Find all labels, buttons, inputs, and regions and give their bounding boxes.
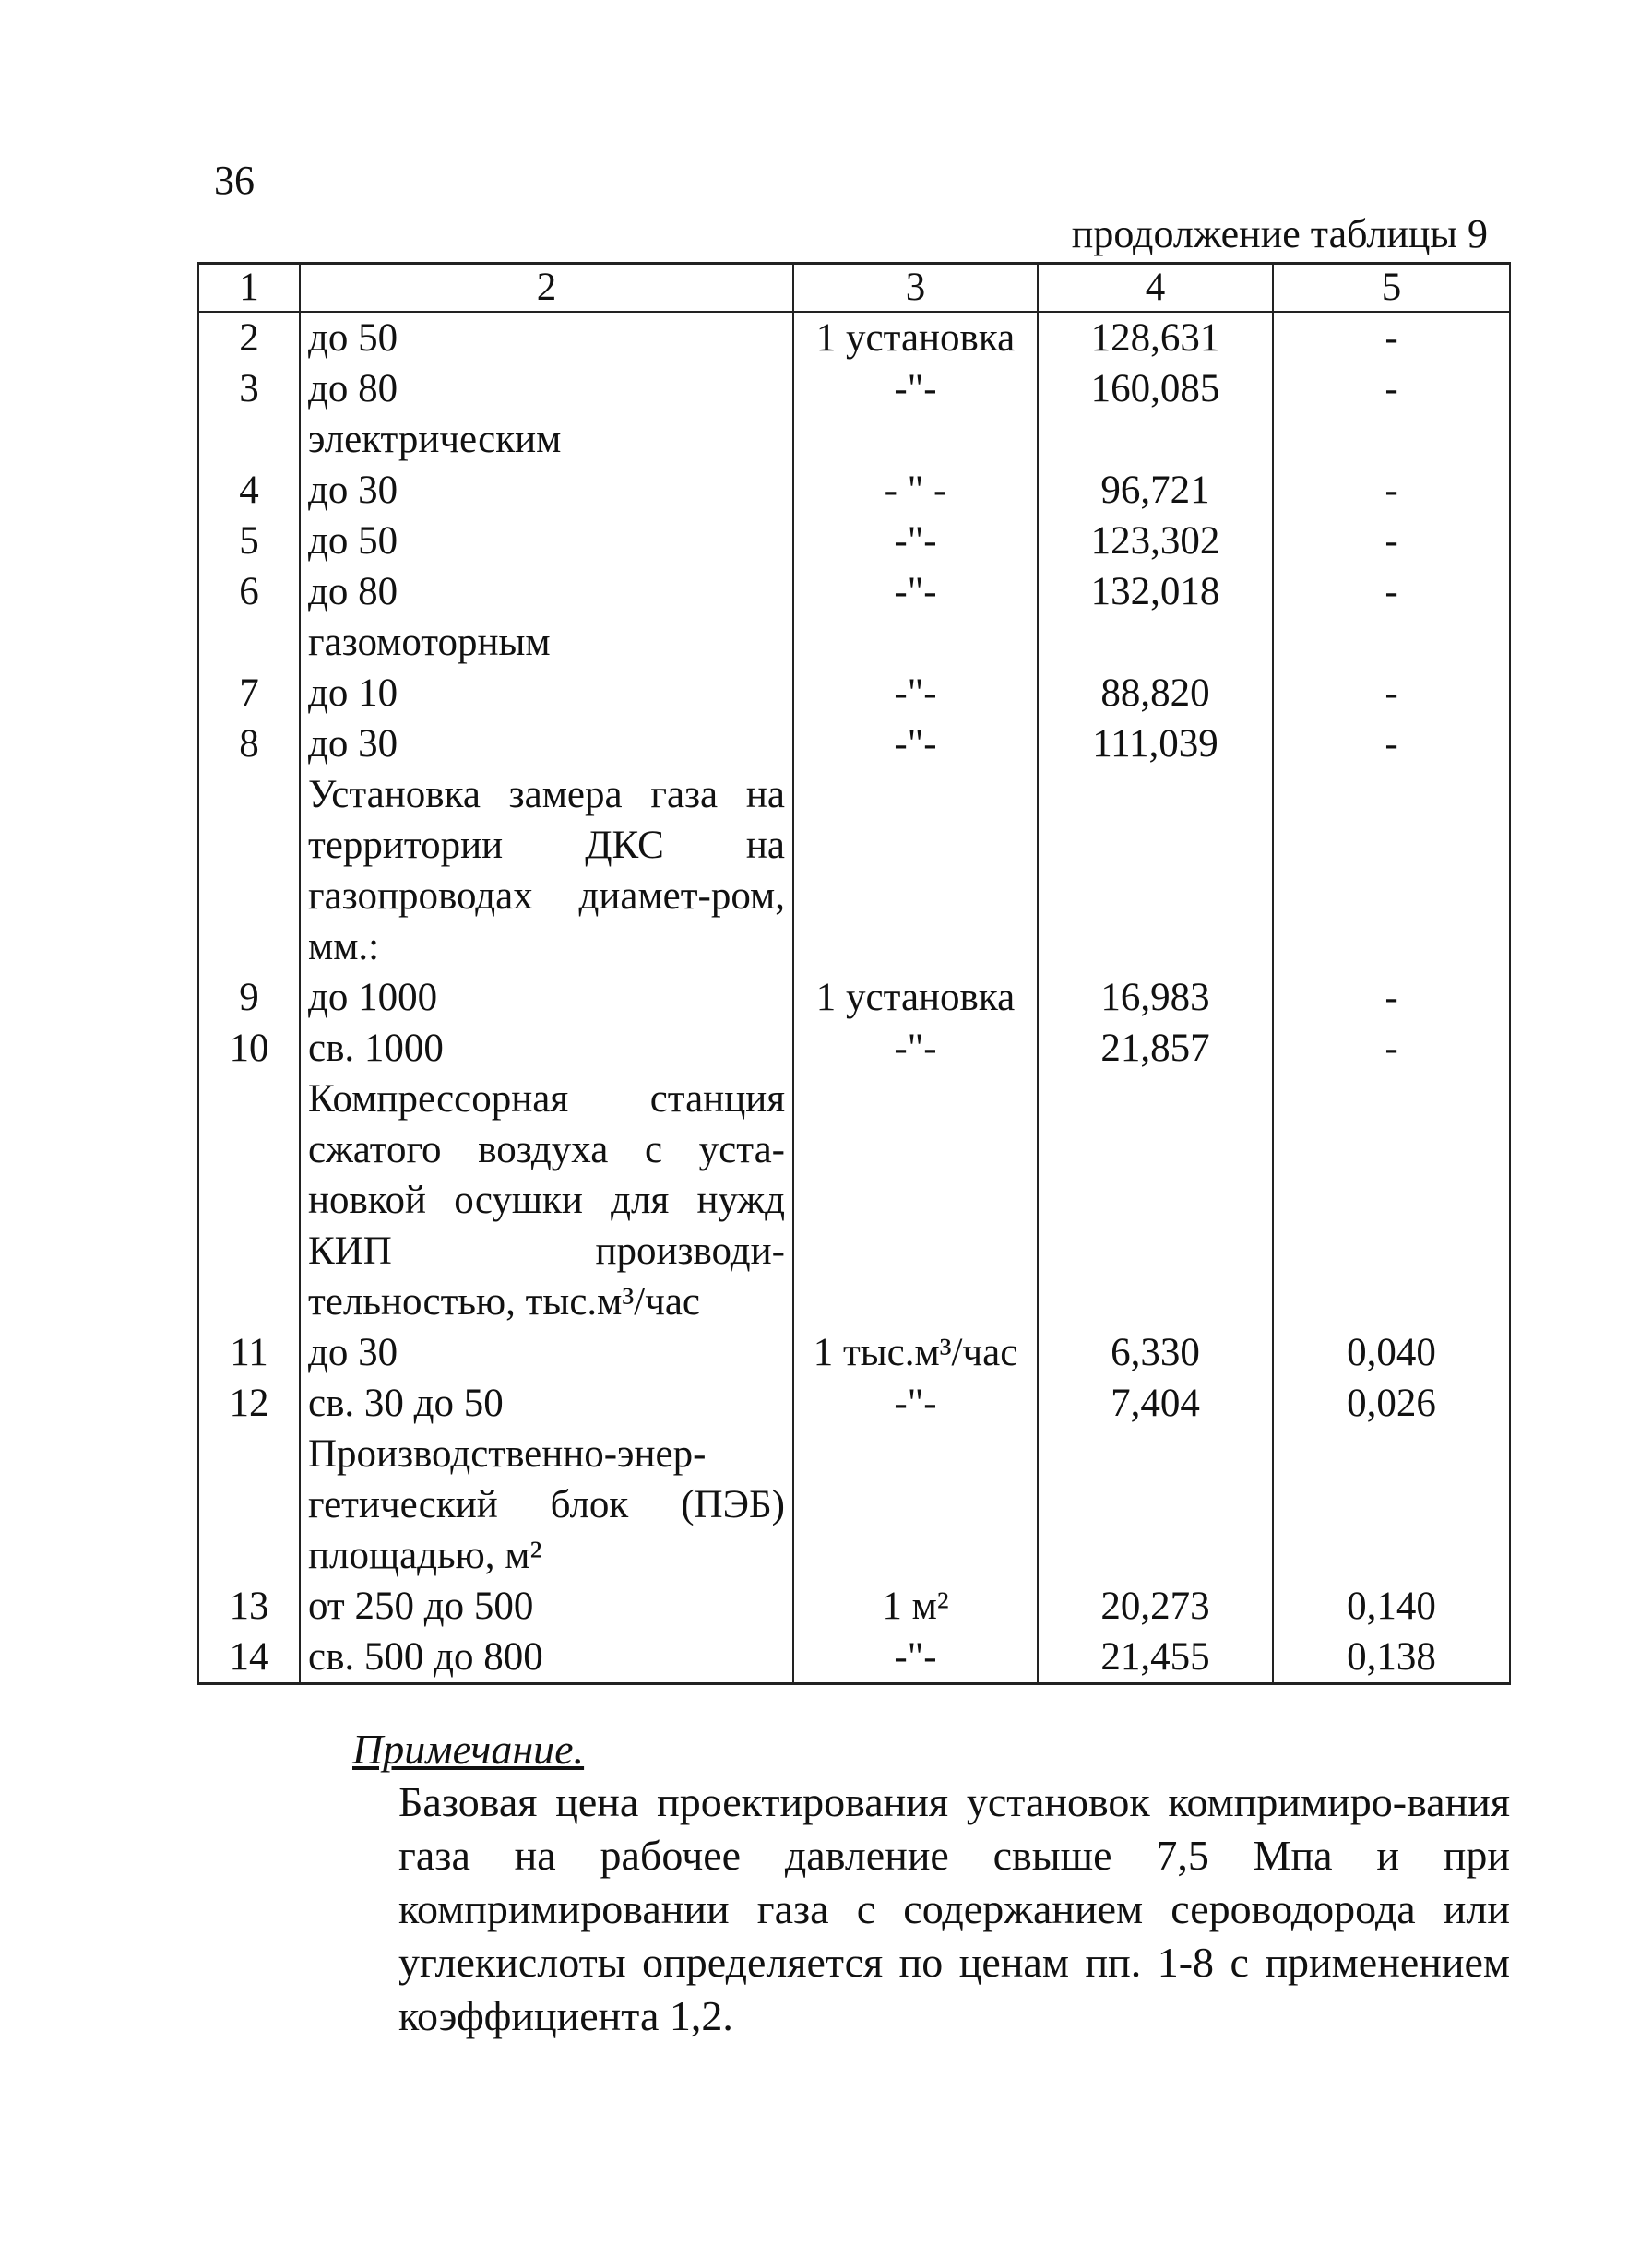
row-number: 6 bbox=[198, 566, 300, 617]
row-extra bbox=[1273, 1429, 1510, 1581]
row-extra bbox=[1273, 1074, 1510, 1327]
row-description: от 250 до 500 bbox=[300, 1581, 793, 1632]
row-price: 20,273 bbox=[1038, 1581, 1273, 1632]
row-unit bbox=[793, 1429, 1038, 1581]
row-unit: 1 установка bbox=[793, 972, 1038, 1023]
row-number: 8 bbox=[198, 718, 300, 769]
row-extra: - bbox=[1273, 566, 1510, 617]
table-row bbox=[198, 1581, 1510, 1632]
row-price: 123,302 bbox=[1038, 516, 1273, 566]
table-row bbox=[198, 718, 1510, 769]
table-row bbox=[198, 1023, 1510, 1074]
row-price: 21,857 bbox=[1038, 1023, 1273, 1074]
table-row bbox=[198, 516, 1510, 566]
row-unit: 1 тыс.м³/час bbox=[793, 1327, 1038, 1378]
row-extra: - bbox=[1273, 516, 1510, 566]
table-row bbox=[198, 414, 1510, 465]
row-price: 96,721 bbox=[1038, 465, 1273, 516]
table-row bbox=[198, 668, 1510, 718]
header-cell: 3 bbox=[793, 264, 1038, 313]
page-number: 36 bbox=[214, 158, 255, 203]
row-price: 132,018 bbox=[1038, 566, 1273, 617]
row-extra: - bbox=[1273, 972, 1510, 1023]
row-number: 5 bbox=[198, 516, 300, 566]
row-extra: - bbox=[1273, 312, 1510, 363]
table-row bbox=[198, 465, 1510, 516]
table-row bbox=[198, 1632, 1510, 1684]
row-extra bbox=[1273, 769, 1510, 972]
row-price bbox=[1038, 1429, 1273, 1581]
row-unit: -"- bbox=[793, 718, 1038, 769]
row-unit: -"- bbox=[793, 668, 1038, 718]
row-number bbox=[198, 769, 300, 972]
row-extra: - bbox=[1273, 363, 1510, 414]
table-row bbox=[198, 1327, 1510, 1378]
row-description: до 80 bbox=[300, 566, 793, 617]
row-number: 4 bbox=[198, 465, 300, 516]
row-unit: - " - bbox=[793, 465, 1038, 516]
row-description: до 50 bbox=[300, 312, 793, 363]
row-number bbox=[198, 1074, 300, 1327]
table-row bbox=[198, 1429, 1510, 1581]
row-description: до 80 bbox=[300, 363, 793, 414]
row-description: газомоторным bbox=[300, 617, 793, 668]
row-extra: - bbox=[1273, 1023, 1510, 1074]
table-row bbox=[198, 617, 1510, 668]
table-caption: продолжение таблицы 9 bbox=[1071, 211, 1488, 256]
row-price bbox=[1038, 414, 1273, 465]
row-description: до 30 bbox=[300, 718, 793, 769]
row-price: 160,085 bbox=[1038, 363, 1273, 414]
row-unit bbox=[793, 769, 1038, 972]
row-unit: -"- bbox=[793, 1023, 1038, 1074]
header-cell: 5 bbox=[1273, 264, 1510, 313]
row-number: 14 bbox=[198, 1632, 300, 1684]
row-description: до 30 bbox=[300, 1327, 793, 1378]
row-unit bbox=[793, 1074, 1038, 1327]
row-unit: -"- bbox=[793, 566, 1038, 617]
row-price: 6,330 bbox=[1038, 1327, 1273, 1378]
row-unit bbox=[793, 617, 1038, 668]
row-extra bbox=[1273, 617, 1510, 668]
row-description: Производственно-энер-гетический блок (ПЭБ) площадью, м² bbox=[300, 1429, 793, 1581]
row-extra: - bbox=[1273, 718, 1510, 769]
row-price: 88,820 bbox=[1038, 668, 1273, 718]
table-header-row bbox=[198, 264, 1510, 313]
row-description: св. 500 до 800 bbox=[300, 1632, 793, 1684]
header-cell: 1 bbox=[198, 264, 300, 313]
row-number: 3 bbox=[198, 363, 300, 414]
row-unit: -"- bbox=[793, 516, 1038, 566]
row-price bbox=[1038, 769, 1273, 972]
table-row bbox=[198, 363, 1510, 414]
row-price bbox=[1038, 1074, 1273, 1327]
row-description: Установка замера газа на территории ДКС на газопроводах диамет-ром, мм.: bbox=[300, 769, 793, 972]
row-description: св. 1000 bbox=[300, 1023, 793, 1074]
row-number: 12 bbox=[198, 1378, 300, 1429]
row-unit: 1 установка bbox=[793, 312, 1038, 363]
table-row bbox=[198, 312, 1510, 363]
row-price: 128,631 bbox=[1038, 312, 1273, 363]
row-extra: 0,040 bbox=[1273, 1327, 1510, 1378]
row-unit: -"- bbox=[793, 363, 1038, 414]
row-extra: 0,026 bbox=[1273, 1378, 1510, 1429]
row-number: 7 bbox=[198, 668, 300, 718]
row-number bbox=[198, 617, 300, 668]
row-description: до 10 bbox=[300, 668, 793, 718]
row-number: 9 bbox=[198, 972, 300, 1023]
row-number: 13 bbox=[198, 1581, 300, 1632]
row-price: 7,404 bbox=[1038, 1378, 1273, 1429]
note-text: Базовая цена проектирования установок компримиро-вания газа на рабочее давление свыше 7,5 Мпа и при компримировании газа с содержанием сероводорода или углекислоты определяется по ценам пп. 1-8 с применением коэффициента 1,2. bbox=[398, 1778, 1510, 2039]
table-row bbox=[198, 1074, 1510, 1327]
row-unit: -"- bbox=[793, 1632, 1038, 1684]
row-unit: 1 м² bbox=[793, 1581, 1038, 1632]
row-number: 2 bbox=[198, 312, 300, 363]
row-number bbox=[198, 414, 300, 465]
row-price: 21,455 bbox=[1038, 1632, 1273, 1684]
row-description: св. 30 до 50 bbox=[300, 1378, 793, 1429]
header-cell: 2 bbox=[300, 264, 793, 313]
row-number: 10 bbox=[198, 1023, 300, 1074]
row-extra: - bbox=[1273, 465, 1510, 516]
row-extra: 0,138 bbox=[1273, 1632, 1510, 1684]
row-price bbox=[1038, 617, 1273, 668]
row-extra bbox=[1273, 414, 1510, 465]
price-table bbox=[197, 262, 1511, 1685]
row-description: электрическим bbox=[300, 414, 793, 465]
row-price: 111,039 bbox=[1038, 718, 1273, 769]
row-unit bbox=[793, 414, 1038, 465]
table-row bbox=[198, 769, 1510, 972]
row-description: Компрессорная станция сжатого воздуха с уста-новкой осушки для нужд КИП производи-тельностью, тыс.м³/час bbox=[300, 1074, 793, 1327]
row-description: до 1000 bbox=[300, 972, 793, 1023]
table-row bbox=[198, 566, 1510, 617]
row-number: 11 bbox=[198, 1327, 300, 1378]
row-price: 16,983 bbox=[1038, 972, 1273, 1023]
note-title: Примечание. bbox=[352, 1726, 585, 1773]
row-unit: -"- bbox=[793, 1378, 1038, 1429]
row-description: до 50 bbox=[300, 516, 793, 566]
header-cell: 4 bbox=[1038, 264, 1273, 313]
table-row bbox=[198, 1378, 1510, 1429]
row-extra: - bbox=[1273, 668, 1510, 718]
table-row bbox=[198, 972, 1510, 1023]
row-description: до 30 bbox=[300, 465, 793, 516]
row-extra: 0,140 bbox=[1273, 1581, 1510, 1632]
row-number bbox=[198, 1429, 300, 1581]
